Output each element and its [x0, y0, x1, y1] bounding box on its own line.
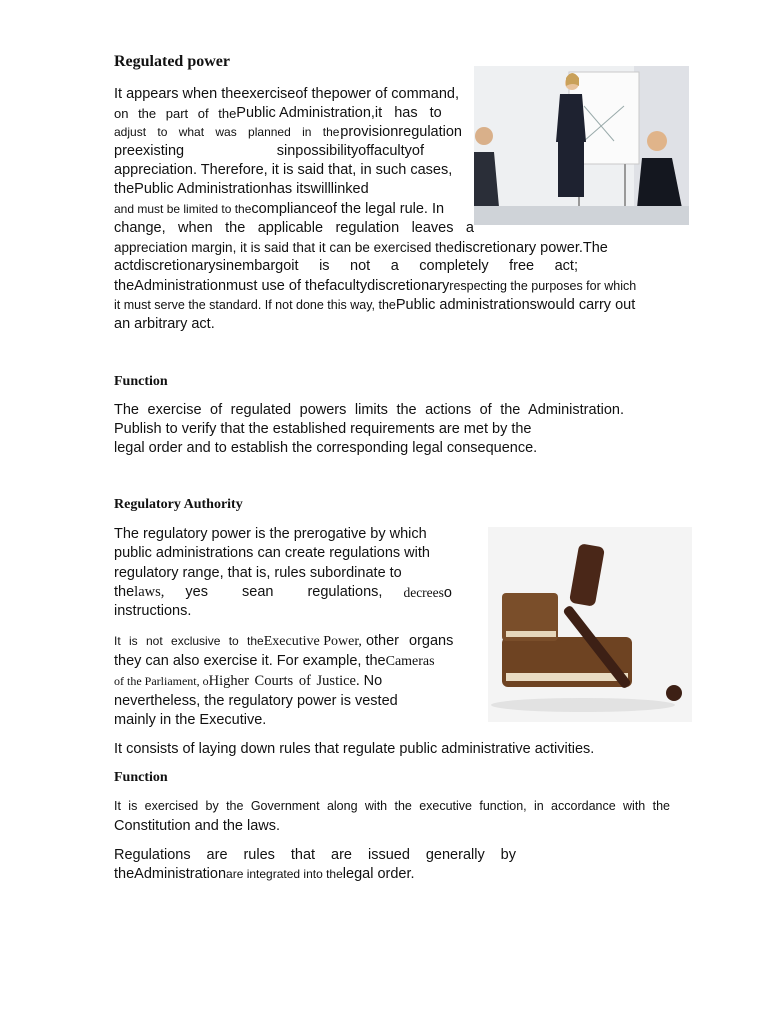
paragraph-line: theAdministrationare integrated into thelegal order.: [114, 866, 415, 882]
function-heading: Function: [114, 770, 168, 785]
function-heading: Function: [114, 374, 168, 389]
paragraph-line: It consists of laying down rules that regulate public administrative activities.: [114, 741, 595, 757]
paragraph-line: change, when the applicable regulation leaves a: [114, 220, 474, 236]
paragraph-line: Publish to verify that the established requirements are met by the: [114, 421, 532, 437]
paragraph-line: preexisting sinpossibilityoffacultyof: [114, 143, 424, 159]
meeting-photo: [474, 66, 689, 225]
paragraph-line: thePublic Administrationhas itswilllinked: [114, 181, 369, 197]
paragraph-line: instructions.: [114, 603, 192, 619]
paragraph-line: appreciation. Therefore, it is said that, in such cases,: [114, 162, 453, 178]
paragraph-line: adjust to what was planned in the provisionregulation: [114, 124, 462, 140]
paragraph-line: mainly in the Executive.: [114, 712, 267, 728]
paragraph-line: It is not exclusive to theExecutive Power, other organs: [114, 633, 454, 649]
paragraph-line: It is exercised by the Government along with the executive function, in accordance with the: [114, 799, 670, 813]
paragraph-line: they can also exercise it. For example, theCameras: [114, 653, 435, 669]
paragraph-line: It appears when theexerciseof thepower of command,: [114, 86, 459, 102]
gavel-illustration: [488, 527, 692, 722]
paragraph-line: The exercise of regulated powers limits the actions of the Administration.: [114, 402, 624, 418]
paragraph-line: and must be limited to thecomplianceof the legal rule. In: [114, 201, 445, 217]
section-title-regulated-power: Regulated power: [114, 53, 230, 70]
paragraph-line: thelaws, yes sean regulations, decreeso: [114, 584, 452, 601]
paragraph-line: appreciation margin, it is said that it can be exercised thediscretionary power.The: [114, 240, 608, 256]
paragraph-line: an arbitrary act.: [114, 316, 215, 332]
meeting-illustration: [474, 66, 689, 225]
paragraph-line: Regulations are rules that are issued generally by: [114, 847, 516, 863]
paragraph-line: actdiscretionarysinembargoit is not a completely free act;: [114, 258, 578, 274]
paragraph-line: nevertheless, the regulatory power is vested: [114, 693, 398, 709]
gavel-books-photo: [488, 527, 692, 722]
paragraph-line: it must serve the standard. If not done this way, thePublic administrationswould carry out: [114, 297, 636, 313]
paragraph-line: Constitution and the laws.: [114, 818, 281, 834]
paragraph-line: of the Parliament, oHigher Courts of Justice. No: [114, 673, 383, 689]
paragraph-line: regulatory range, that is, rules subordinate to: [114, 565, 402, 581]
section-title-regulatory-authority: Regulatory Authority: [114, 497, 243, 512]
paragraph-line: public administrations can create regulations with: [114, 545, 430, 561]
paragraph-line: legal order and to establish the corresponding legal consequence.: [114, 440, 538, 456]
paragraph-line: The regulatory power is the prerogative by which: [114, 526, 427, 542]
paragraph-line: on the part of the Public Administration, it has to: [114, 105, 442, 121]
paragraph-line: theAdministrationmust use of thefacultydiscretionaryrespecting the purposes for which: [114, 278, 637, 294]
